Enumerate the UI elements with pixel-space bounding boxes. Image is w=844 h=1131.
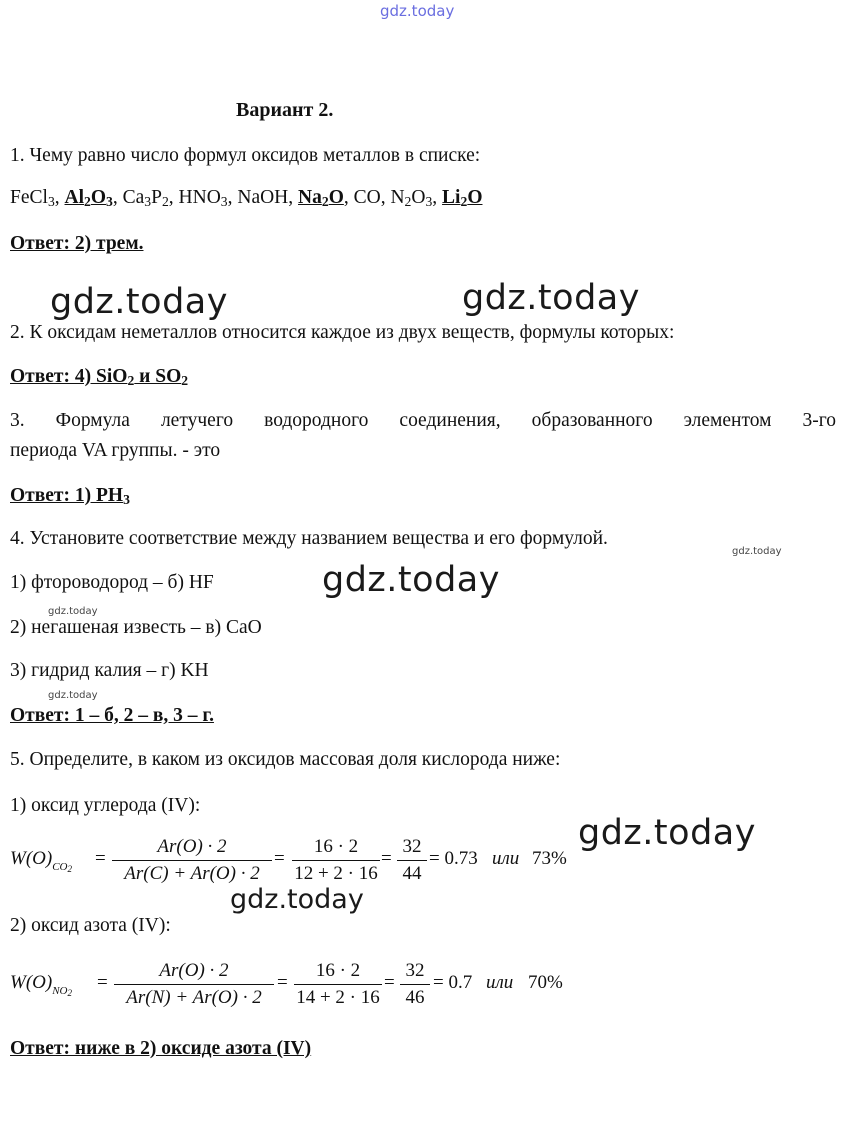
formula-co2-lhs: $W(O)_{CO2}$ — [10, 848, 72, 874]
formula-co: CO — [353, 187, 381, 208]
page-title: Вариант 2. — [236, 99, 334, 121]
watermark-big-1: gdz.today — [50, 282, 228, 322]
q4-item-2: 2) негашеная известь – в) CaO — [10, 617, 262, 638]
formula-no2-result: = 0.7 — [433, 972, 473, 993]
watermark-big-4: gdz.today — [578, 813, 756, 853]
watermark-small-1: gdz.today — [732, 546, 782, 557]
formula-no2-frac-3: 32 46 — [400, 960, 430, 1009]
formula-no2-ili: или — [486, 972, 514, 993]
formula-al2o3: $Al_2O_3$ — [64, 187, 113, 209]
q5-item-1: 1) оксид углерода (IV): — [10, 795, 201, 816]
formula-na2o: $Na_2O$ — [298, 187, 344, 209]
q2-answer: Ответ: 4) SiO$_2$ и $SO_2$ — [10, 366, 189, 388]
q1-answer: Ответ: 2) трем. — [10, 233, 144, 254]
q4-item-1: 1) фтороводород – б) HF — [10, 572, 214, 593]
q3-line2: периода VA группы. - это — [10, 440, 221, 461]
formula-co2-frac-1: Ar(O) · 2 Ar(C) + Ar(O) · 2 — [112, 836, 272, 885]
q3-line1: 3. Формула летучего водородного соединения, образованного элементом 3-го — [10, 410, 836, 431]
formula-no2-frac-2: 16 · 2 14 + 2 · 16 — [294, 960, 382, 1009]
q5-text: 5. Определите, в каком из оксидов массовая доля кислорода ниже: — [10, 749, 561, 770]
q1-formula-list: FeCl$_3$, $Al_2O_3$, $Ca_3P_2$, $HNO_3$, NaOH, $Na_2O$, CO, $N_2O_3$, $Li_2O$ — [10, 187, 483, 209]
formula-co2-result: = 0.73 — [429, 848, 478, 869]
watermark-small-3: gdz.today — [48, 690, 98, 701]
q4-answer: Ответ: 1 – б, 2 – в, 3 – г. — [10, 705, 214, 726]
formula-hno3: $HNO_3$ — [178, 187, 228, 209]
formula-co2-frac-3: 32 44 — [397, 836, 427, 885]
q5-item-2: 2) оксид азота (IV): — [10, 915, 171, 936]
q1-text: 1. Чему равно число формул оксидов металлов в списке: — [10, 145, 481, 166]
q4-text: 4. Установите соответствие между названием вещества и его формулой. — [10, 528, 608, 549]
q5-answer: Ответ: ниже в 2) оксиде азота (IV) — [10, 1038, 312, 1059]
formula-co2-ili: или — [492, 848, 520, 869]
formula-naoh: NaOH — [237, 187, 289, 208]
formula-ca3p2: $Ca_3P_2$ — [122, 187, 169, 209]
formula-li2o: $Li_2O$ — [442, 187, 483, 209]
formula-fecl3: FeCl$_3$ — [10, 187, 55, 209]
watermark-big-5: gdz.today — [230, 884, 364, 915]
watermark-small-2: gdz.today — [48, 606, 98, 617]
formula-no2-lhs: $W(O)_{NO2}$ — [10, 972, 72, 998]
watermark-big-2: gdz.today — [462, 278, 640, 318]
q3-answer: Ответ: 1) $PH_3$ — [10, 485, 130, 507]
watermark-top: gdz.today — [380, 2, 455, 20]
watermark-big-3: gdz.today — [322, 560, 500, 600]
q4-item-3: 3) гидрид калия – г) KH — [10, 660, 209, 681]
formula-n2o3: $N_2O_3$ — [390, 187, 433, 209]
q2-text: 2. К оксидам неметаллов относится каждое из двух веществ, формулы которых: — [10, 322, 675, 343]
formula-co2-frac-2: 16 · 2 12 + 2 · 16 — [292, 836, 380, 885]
formula-co2-pct: 73% — [532, 848, 567, 869]
formula-no2-pct: 70% — [528, 972, 563, 993]
formula-no2-frac-1: Ar(O) · 2 Ar(N) + Ar(O) · 2 — [114, 960, 274, 1009]
